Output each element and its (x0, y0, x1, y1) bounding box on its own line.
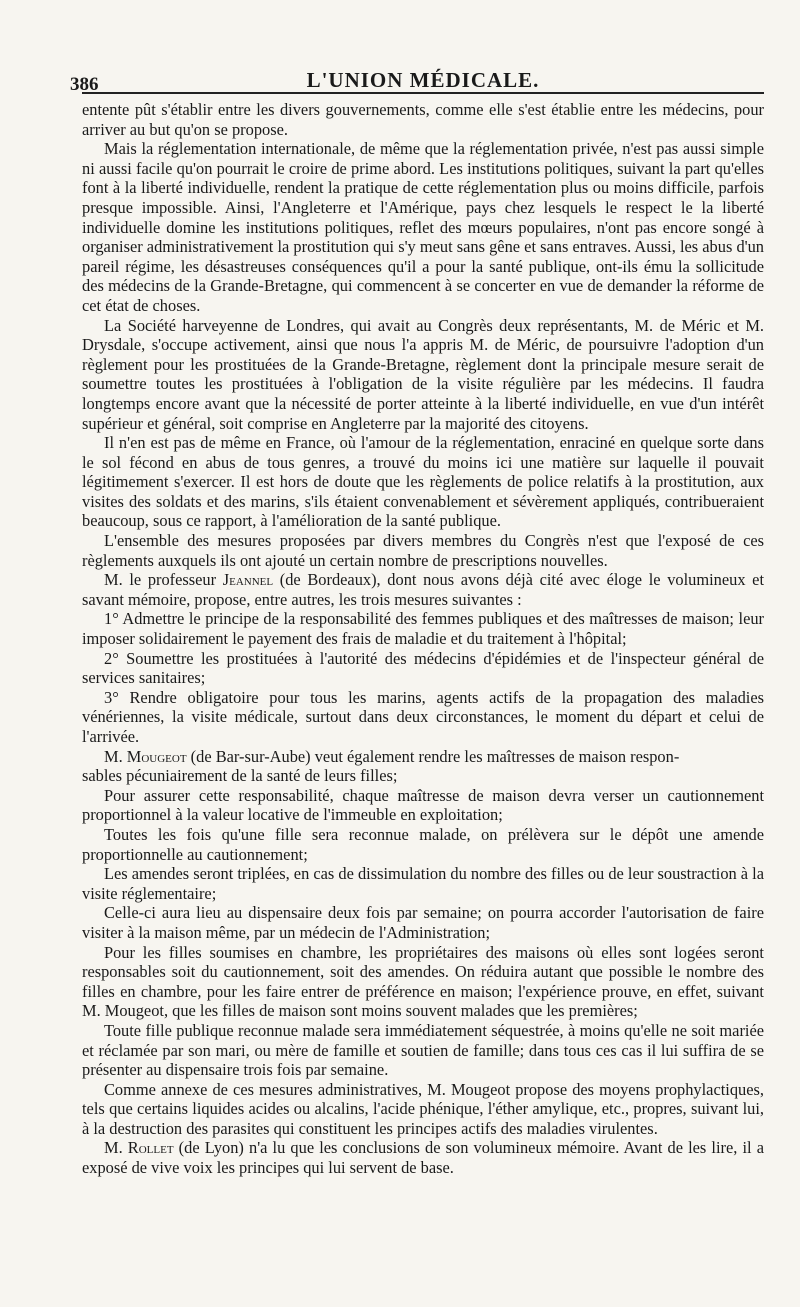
paragraph: L'ensemble des mesures proposées par divers membres du Congrès n'est que l'exposé de ces règlements auxquels ils ont ajouté un certain nombre de prescriptions nouvelles. (82, 531, 764, 570)
paragraph: Mais la réglementation internationale, de même que la réglementation privée, n'est pas aussi simple ni aussi facile qu'on pourrait le croire de prime abord. Les institutions politiques, suivant la part qu'elles font à la liberté individuelle, rendent la pratique de cette réglementation plus ou moins difficile, parfois presque impossible. Ainsi, l'Angleterre et l'Amérique, pays chez lesquels le respect le la liberté individuelle domine les institutions politiques, reflet des mœurs populaires, n'ont pas encore songé à organiser administrativement la prostitution qui s'y meut sans gêne et sans entraves. Aussi, les abus d'un pareil régime, les désastreuses conséquences qu'il a pour la santé publique, ont-ils ému la sollicitude des médecins de la Grande-Bretagne, qui commencent à se concerter en vue de demander la réforme de cet état de choses. (82, 139, 764, 315)
list-item: 1° Admettre le principe de la responsabilité des femmes publiques et des maîtresses de maison; leur imposer solidairement le payement des frais de maladie et du traitement à l'hôpital; (82, 609, 764, 649)
paragraph-rollet (82, 1138, 764, 1177)
paragraph: sables pécuniairement de la santé de leurs filles; (82, 766, 398, 786)
article-body (82, 100, 764, 1178)
text: M. (104, 1138, 128, 1158)
list-item: 2° Soumettre les prostituées à l'autorité des médecins d'épidémies et de l'inspecteur général de services sanitaires; (82, 648, 764, 688)
author-name: Jeannel (222, 570, 274, 590)
paragraph: Les amendes seront triplées, en cas de dissimulation du nombre des filles ou de leur soustraction à la visite réglementaire; (82, 864, 765, 903)
page-header (70, 58, 764, 95)
paragraph: Celle-ci aura lieu au dispensaire deux fois par semaine; on pourra accorder l'autorisation de faire visiter à la maison même, par un médecin de l'Administration; (82, 903, 764, 942)
paragraph-jeannel (82, 570, 764, 609)
paragraph: Comme annexe de ces mesures administratives, M. Mougeot propose des moyens prophylactiques, tels que certains liquides acides ou alcalins, l'acide phénique, l'éther amylique, etc., propres, suivant lui, à la destruction des parasites qui constituent les principes actifs des maladies virulentes. (82, 1079, 764, 1138)
author-name: Rollet (127, 1138, 174, 1158)
paragraph-mougeot (82, 747, 764, 767)
text: (de Lyon) n'a lu que les conclusions de son volumineux mémoire. Avant de les lire, il a exposé de vive voix les principes qui lui servent de base. (82, 1138, 764, 1178)
paragraph: Pour les filles soumises en chambre, les propriétaires des maisons où elles sont logées seront responsables soit du cautionnement, soit des amendes. On réduira autant que possible le nombre des filles en chambre, pour les faire entrer de préférence en maison; l'expérience prouve, en effet, suivant M. Mougeot, que les filles de maison sont moins souvent malades que les premières; (82, 942, 764, 1021)
paragraph: Toutes les fois qu'une fille sera reconnue malade, on prélèvera sur le dépôt une amende proportionnelle au cautionnement; (82, 824, 764, 864)
author-name: Mougeot (126, 746, 187, 766)
text: M. le professeur (104, 570, 223, 590)
paragraph: La Société harveyenne de Londres, qui avait au Congrès deux représentants, M. de Méric et M. Drysdale, s'occupe activement, ainsi que nous l'a appris M. de Méric, de poursuivre l'adoption d'un règlement pour les prostituées de la Grande-Bretagne, règlement dont la principale mesure serait de soumettre toutes les prostituées à l'obligation de la visite régulière par les médecins. Il faudra longtemps encore avant que la nécessité de porter atteinte à la liberté individuelle, en vue d'un intérêt supérieur et général, soit comprise en Angleterre par la majorité des citoyens. (82, 315, 764, 433)
text: M. (104, 746, 127, 766)
list-item: 3° Rendre obligatoire pour tous les marins, agents actifs de la propagation des maladies vénériennes, la visite médicale, surtout dans deux circonstances, le moment du départ et celui de l'arrivée. (82, 687, 764, 746)
paragraph: Toute fille publique reconnue malade sera immédiatement séquestrée, à moins qu'elle ne soit mariée et réclamée par son mari, ou mère de famille et soutien de famille; dans tous ces cas il lui suffira de se présenter au dispensaire trois fois par semaine. (82, 1020, 764, 1080)
paragraph: Pour assurer cette responsabilité, chaque maîtresse de maison devra verser un cautionnement proportionnel à la valeur locative de l'immeuble en exploitation; (82, 785, 764, 825)
text: (de Bordeaux), dont nous avons déjà cité avec éloge le volumineux et savant mémoire, propose, entre autres, les trois mesures suivantes : (82, 570, 765, 609)
text: (de Bar-sur-Aube) veut également rendre les maîtresses de maison respon- (186, 746, 680, 766)
paragraph: entente pût s'établir entre les divers gouvernements, comme elle s'est établie entre les médecins, pour arriver au but qu'on se propose. (82, 100, 764, 139)
page-number: 386 (70, 74, 99, 95)
running-title: L'UNION MÉDICALE. (306, 68, 540, 92)
paragraph: Il n'en est pas de même en France, où l'amour de la réglementation, enraciné en quelque sorte dans le sol fécond en abus de tous genres, a trouvé du moins ici une matière sur laquelle il pouvait légitimement s'exercer. Il est hors de doute que les règlements de police relatifs à la prostitution, aux visites des soldats et des marins, s'ils étaient convenablement et sévèrement appliqués, contribueraient beaucoup, sous ce rapport, à l'amélioration de la santé publique. (82, 433, 764, 531)
